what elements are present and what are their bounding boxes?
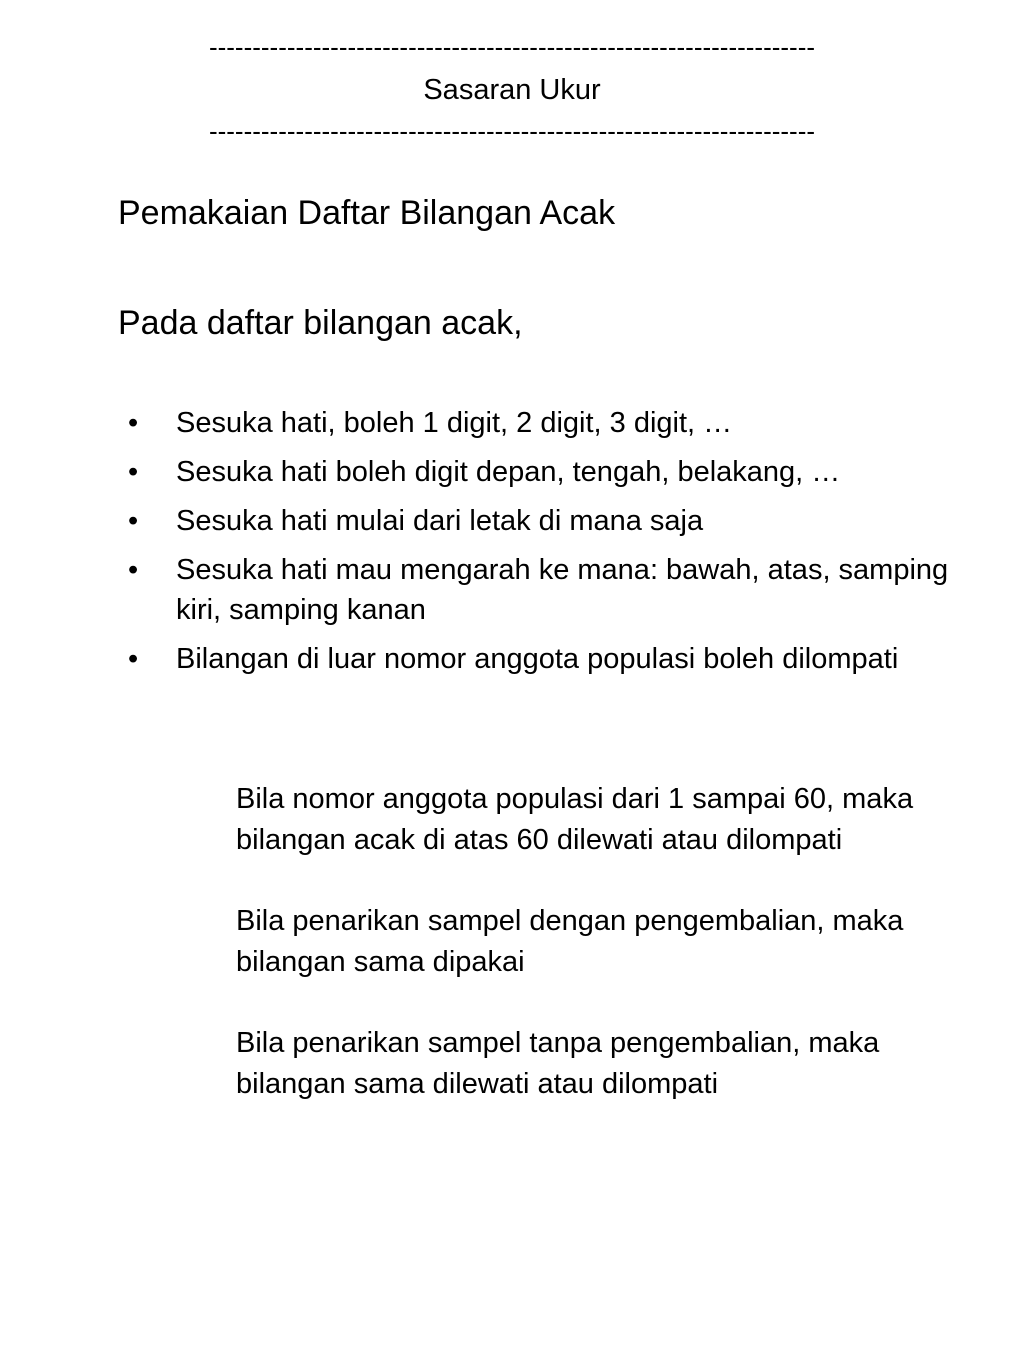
- bullet-text: Sesuka hati, boleh 1 digit, 2 digit, 3 digit, …: [176, 407, 733, 439]
- list-item: [128, 550, 988, 630]
- bullet-text: Bilangan di luar nomor anggota populasi boleh dilompati: [176, 643, 899, 675]
- bullet-icon: •: [128, 456, 139, 488]
- bullet-icon: •: [128, 554, 139, 586]
- bullet-icon: •: [128, 407, 139, 439]
- slide-title: Pemakaian Daftar Bilangan Acak: [118, 194, 616, 232]
- intro-text: Pada daftar bilangan acak,: [118, 304, 523, 342]
- list-item: [128, 452, 988, 492]
- bullet-text: Sesuka hati mau mengarah ke mana: bawah, atas, samping kiri, samping kanan: [176, 554, 949, 626]
- bullet-icon: •: [128, 643, 139, 675]
- note-paragraph: Bila penarikan sampel dengan pengembalian, maka bilangan sama dipakai: [236, 905, 904, 978]
- note-paragraph: Bila penarikan sampel tanpa pengembalian, maka bilangan sama dilewati atau dilompati: [236, 1027, 880, 1100]
- list-item: [128, 501, 988, 541]
- header-title: Sasaran Ukur: [423, 74, 601, 106]
- header-divider-bottom: ----------------------------------------------------------------------: [208, 116, 816, 146]
- bullet-list: [128, 403, 988, 688]
- header-divider-top: ----------------------------------------------------------------------: [208, 32, 816, 62]
- bullet-text: Sesuka hati boleh digit depan, tengah, belakang, …: [176, 456, 841, 488]
- notes-section: [236, 779, 996, 1145]
- list-item: [128, 403, 988, 443]
- note-paragraph: Bila nomor anggota populasi dari 1 sampai 60, maka bilangan acak di atas 60 dilewati atau dilompati: [236, 783, 914, 856]
- list-item: [128, 639, 988, 679]
- bullet-icon: •: [128, 505, 139, 537]
- bullet-text: Sesuka hati mulai dari letak di mana saja: [176, 505, 704, 537]
